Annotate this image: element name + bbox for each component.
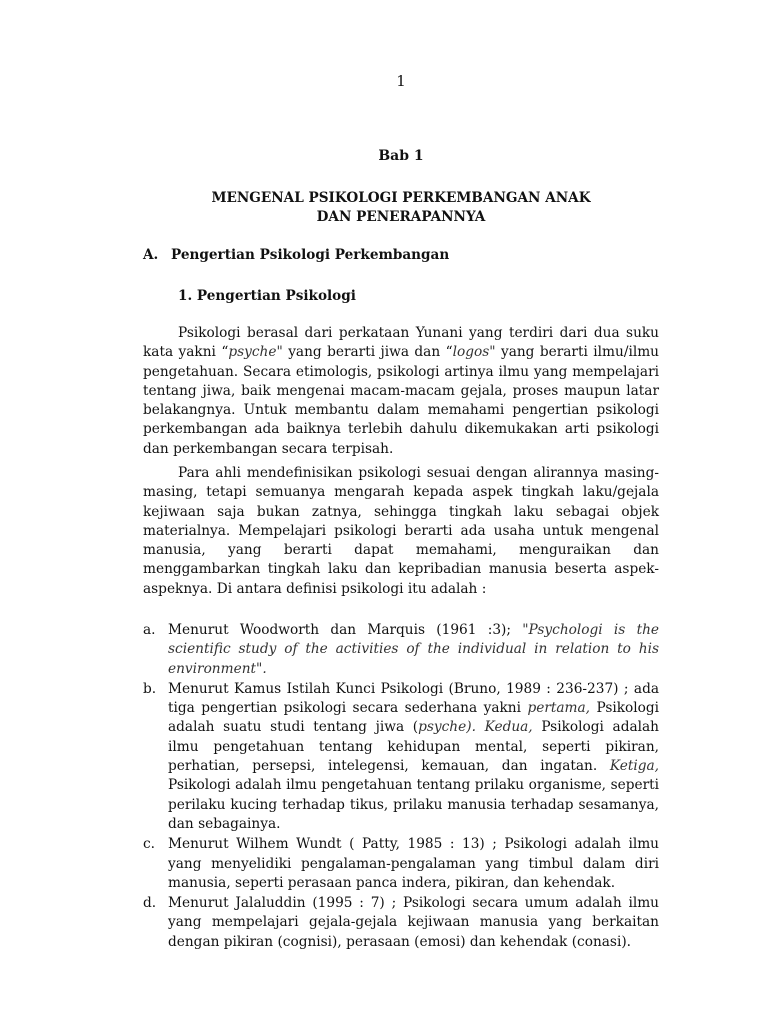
list-marker: b. <box>143 680 157 697</box>
section-marker: A. <box>143 247 159 263</box>
chapter-title-line-2: DAN PENERAPANNYA <box>316 209 486 225</box>
definition-emphasis: Kedua, <box>484 719 533 736</box>
chapter-label: Bab 1 <box>378 148 424 164</box>
paragraph-text: Psikologi berasal dari perkataan Yunani yang terdiri dari dua suku kata yakni “ <box>143 325 659 361</box>
term-psyche: psyche" <box>228 344 283 361</box>
definition-text <box>168 621 659 679</box>
definition-segment: Psikologi adalah ilmu pengetahuan tentang prilaku organisme, seperti perilaku kucing terhadap tikus, prilaku manusia terhadap sesamanya, dan sebagainya. <box>168 777 659 832</box>
definition-segment: Menurut Kamus Istilah Kunci Psikologi (Bruno, 1989 : 236-237) ; ada tiga pengertian psikologi secara sederhana yakni <box>168 680 659 717</box>
paragraph-experts-text: Para ahli mendefinisikan psikologi sesuai dengan alirannya masing-masing, tetapi semuanya mengarah kepada aspek tingkah laku/gejala kejiwaan saja bukan zatnya, sehingga tingkah laku sebagai objek materialnya. Mempelajari psikologi berarti ada usaha untuk mengenal manusia, yang berarti dapat memahami, menguraikan dan menggambarkan tingkah laku dan kepribadian manusia beserta aspek-aspeknya. Di antara definisi psikologi itu adalah : <box>143 465 659 597</box>
paragraph-etymology-text <box>143 324 659 459</box>
list-marker: c. <box>143 836 156 853</box>
subsection-heading: 1. Pengertian Psikologi <box>178 288 356 304</box>
definition-text <box>168 680 659 834</box>
definition-item-d <box>143 894 659 952</box>
definition-source: Menurut Woodworth dan Marquis (1961 :3); <box>168 622 523 638</box>
chapter-title-line-1: MENGENAL PSIKOLOGI PERKEMBANGAN ANAK <box>211 190 591 206</box>
list-marker: d. <box>143 895 157 912</box>
paragraph-text: yang berarti jiwa dan “ <box>282 344 453 361</box>
definition-segment <box>476 719 485 735</box>
definition-emphasis: psyche). <box>418 719 476 736</box>
definition-emphasis: pertama, <box>527 700 591 717</box>
definition-item-b <box>143 680 659 834</box>
section-heading <box>143 247 449 263</box>
definition-quote: "Psychologi is the scientific study of the activities of the individual in relation to his environment". <box>168 622 659 677</box>
paragraph-text: yang berarti ilmu/ilmu pengetahuan. Secara etimologis, psikologi artinya ilmu yang mempelajari tentang jiwa, baik mengenai macam-macam gejala, proses maupun latar belakangnya. Untuk membantu dalam memahami pengertian psikologi perkembangan ada baiknya terlebih dahulu dikemukakan arti psikologi dan perkembangan secara terpisah. <box>143 344 659 457</box>
definition-list <box>143 621 659 953</box>
definition-text: Menurut Jalaluddin (1995 : 7) ; Psikologi secara umum adalah ilmu yang mempelajari gejala-gejala kejiwaan manusia yang berkaitan dengan pikiran (cognisi), perasaan (emosi) dan kehendak (conasi). <box>168 895 659 950</box>
list-marker: a. <box>143 622 156 638</box>
definition-segment: Psikologi adalah ilmu pengetahuan tentang kehidupan mental, seperti pikiran, perhatian, persepsi, intelegensi, kemauan, dan ingatan. <box>168 719 659 775</box>
definition-item-a <box>143 621 659 679</box>
definition-item-c <box>143 835 659 893</box>
term-logos: logos" <box>452 344 496 361</box>
definition-segment: Psikologi adalah suatu studi tentang jiwa ( <box>168 700 660 736</box>
definition-emphasis: Ketiga, <box>609 758 659 775</box>
paragraph-experts <box>143 464 659 599</box>
page-number: 1 <box>396 72 406 90</box>
paragraph-etymology <box>143 324 659 459</box>
definition-text: Menurut Wilhem Wundt ( Patty, 1985 : 13) ; Psikologi adalah ilmu yang menyelidiki pengalaman-pengalaman yang timbul dalam diri manusia, seperti perasaan panca indera, pikiran, dan kehendak. <box>168 836 659 891</box>
section-title: Pengertian Psikologi Perkembangan <box>171 247 450 263</box>
